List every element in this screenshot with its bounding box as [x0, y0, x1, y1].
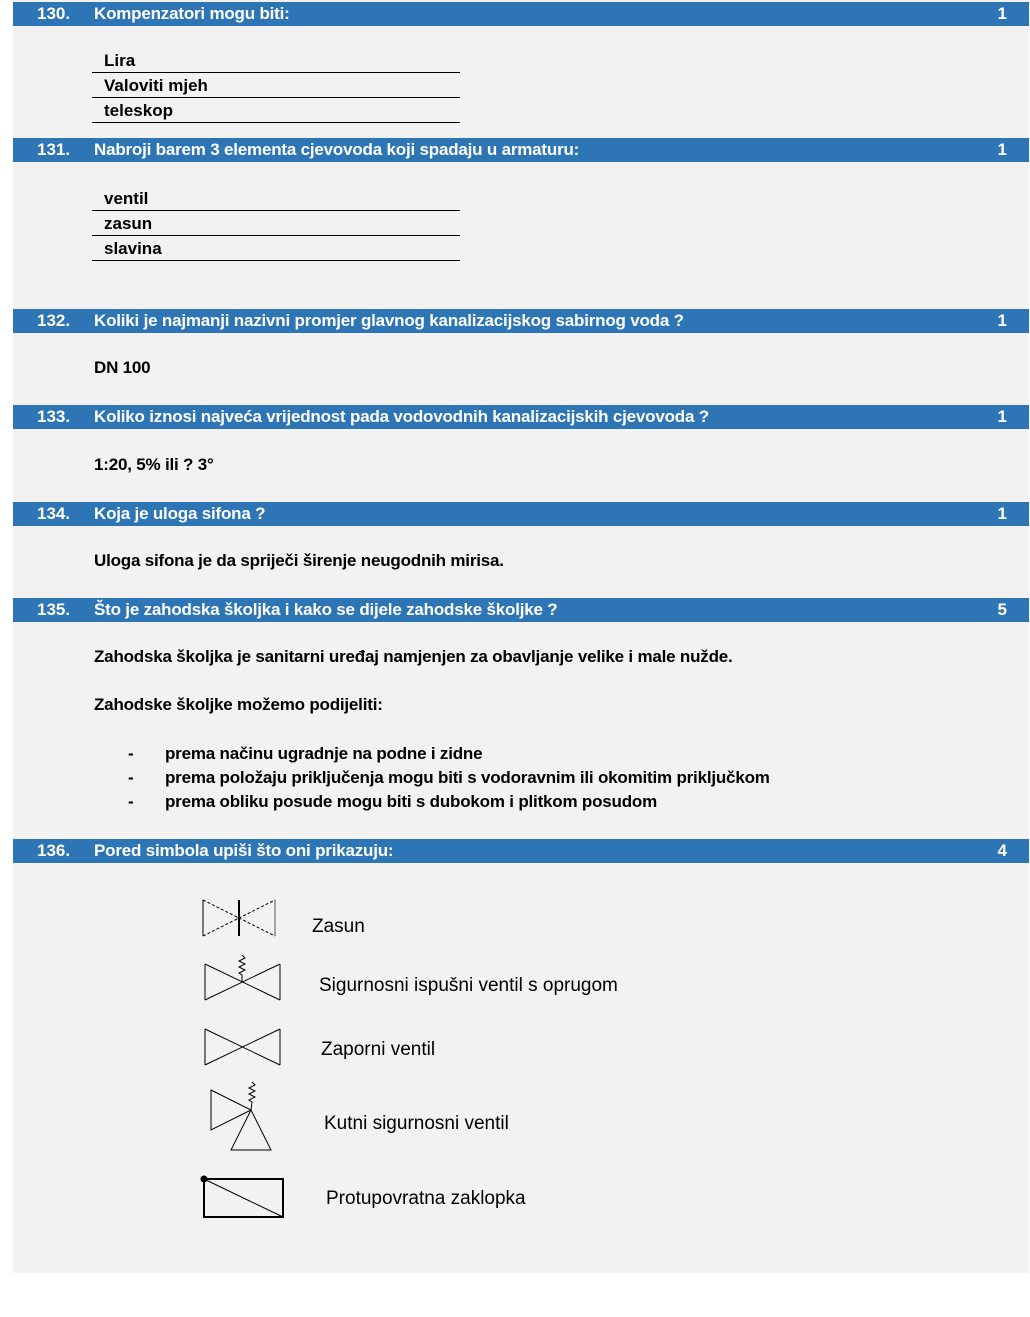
- list-item: prema obliku posude mogu biti s dubokom i plitkom posudom: [165, 792, 658, 811]
- question-text: Nabroji barem 3 elementa cjevovoda koji spadaju u armaturu:: [94, 140, 580, 159]
- symbol-label: Protupovratna zaklopka: [326, 1188, 526, 1209]
- answer-line: [92, 98, 460, 123]
- question-header-135: [13, 598, 1029, 622]
- question-points: 4: [997, 841, 1007, 860]
- question-points: 1: [997, 140, 1007, 159]
- answer-text: Uloga sifona je da spriječi širenje neugodnih mirisa.: [94, 551, 504, 570]
- symbol-label: Zasun: [312, 916, 365, 937]
- question-number: 132.: [37, 311, 71, 330]
- question-points: 1: [997, 504, 1007, 523]
- gate-valve-symbol-icon: [200, 898, 280, 938]
- question-points: 1: [997, 407, 1007, 426]
- question-points: 5: [997, 600, 1007, 619]
- answer-text: Lira: [104, 51, 136, 70]
- check-flap-valve-symbol-icon: [198, 1174, 288, 1220]
- answer-text: DN 100: [94, 358, 151, 377]
- question-header-136: [13, 839, 1029, 863]
- bullet-dash: -: [128, 744, 134, 763]
- list-item: prema načinu ugradnje na podne i zidne: [165, 744, 483, 763]
- question-text: Koliki je najmanji nazivni promjer glavnog kanalizacijskog sabirnog voda ?: [94, 311, 684, 330]
- answer-line: [92, 186, 460, 211]
- question-text: Pored simbola upiši što oni prikazuju:: [94, 841, 394, 860]
- shutoff-valve-symbol-icon: [200, 1026, 286, 1068]
- answer-text: zasun: [104, 214, 153, 233]
- question-text: Što je zahodska školjka i kako se dijele zahodske školjke ?: [94, 600, 558, 619]
- answer-line: [92, 211, 460, 236]
- answer-text: ventil: [104, 189, 149, 208]
- answer-text: Zahodska školjka je sanitarni uređaj namjenjen za obavljanje velike i male nužde.: [94, 647, 733, 666]
- answer-line: [92, 236, 460, 261]
- question-number: 135.: [37, 600, 71, 619]
- symbol-label: Zaporni ventil: [321, 1039, 436, 1060]
- angle-safety-valve-symbol-icon: [205, 1078, 277, 1154]
- list-item: prema položaju priključenja mogu biti s vodoravnim ili okomitim priključkom: [165, 768, 770, 787]
- answer-text: slavina: [104, 239, 162, 258]
- answer-line: [92, 48, 460, 73]
- question-number: 131.: [37, 140, 71, 159]
- answer-text: Zahodske školjke možemo podijeliti:: [94, 695, 383, 714]
- spring-safety-relief-valve-symbol-icon: [200, 950, 286, 1004]
- question-text: Kompenzatori mogu biti:: [94, 4, 290, 23]
- answer-text: teleskop: [104, 101, 173, 120]
- symbol-label: Kutni sigurnosni ventil: [324, 1113, 509, 1134]
- question-number: 134.: [37, 504, 71, 523]
- question-points: 1: [997, 311, 1007, 330]
- answer-line: [92, 73, 460, 98]
- question-header-131: [13, 138, 1029, 162]
- question-header-130: [13, 2, 1029, 26]
- bullet-dash: -: [128, 792, 134, 811]
- question-header-133: [13, 405, 1029, 429]
- bullet-dash: -: [128, 768, 134, 787]
- question-number: 133.: [37, 407, 71, 426]
- question-header-134: [13, 502, 1029, 526]
- answer-text: Valoviti mjeh: [104, 76, 208, 95]
- question-number: 136.: [37, 841, 71, 860]
- question-points: 1: [997, 4, 1007, 23]
- question-text: Koja je uloga sifona ?: [94, 504, 266, 523]
- question-number: 130.: [37, 4, 71, 23]
- question-text: Koliko iznosi najveća vrijednost pada vodovodnih kanalizacijskih cjevovoda ?: [94, 407, 709, 426]
- symbol-label: Sigurnosni ispušni ventil s oprugom: [319, 975, 618, 996]
- question-header-132: [13, 309, 1029, 333]
- answer-text: 1:20, 5% ili ? 3°: [94, 455, 214, 474]
